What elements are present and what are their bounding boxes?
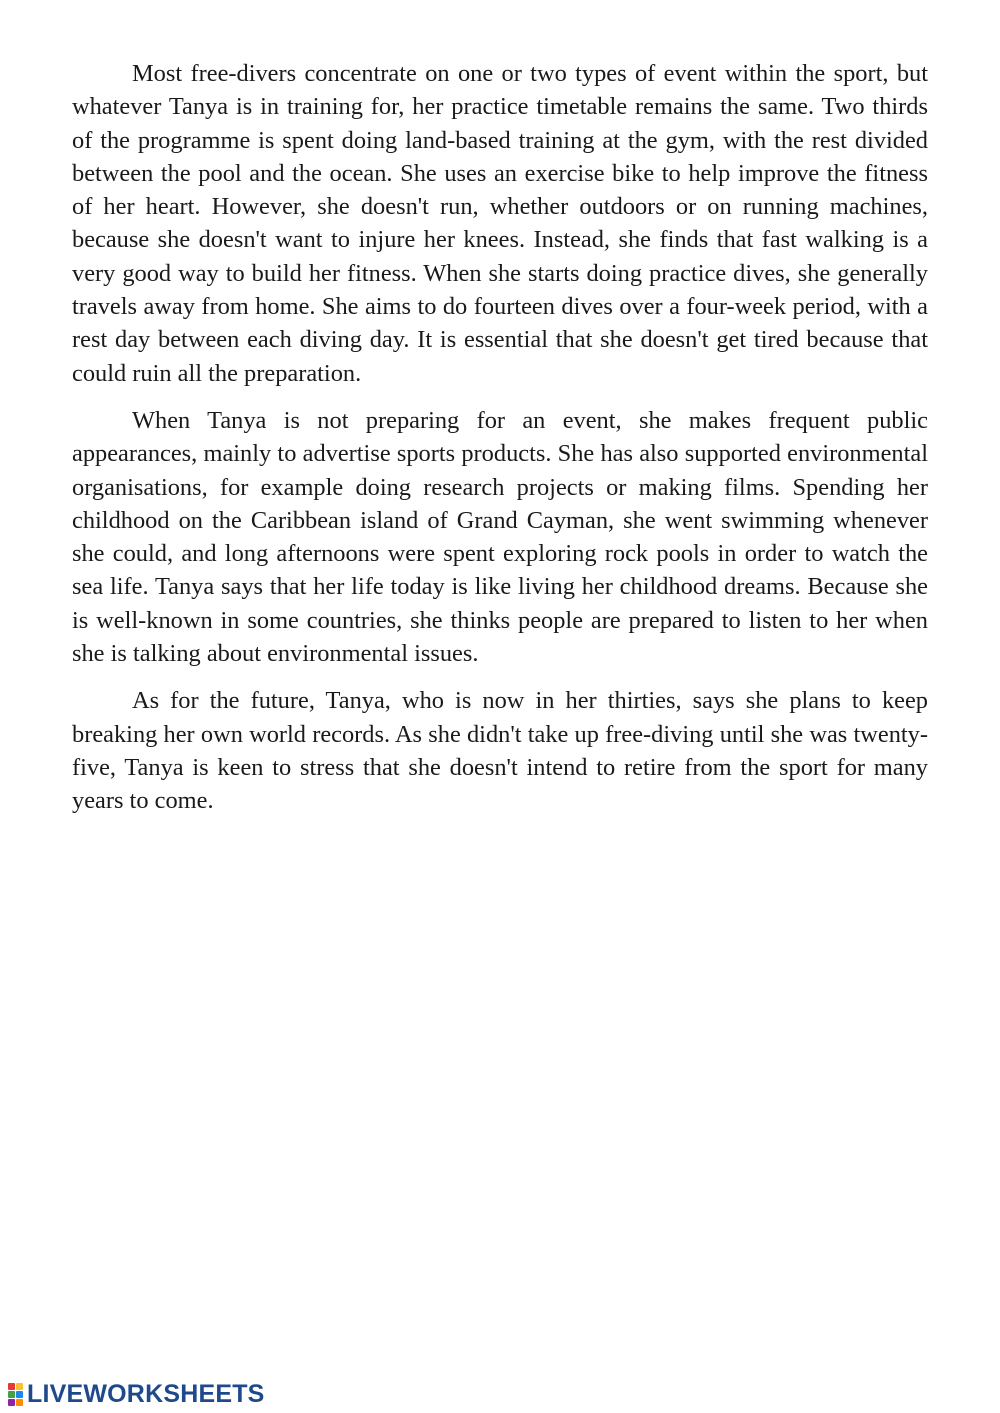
- logo-square: [8, 1399, 15, 1406]
- logo-square: [16, 1399, 23, 1406]
- liveworksheets-logo: [8, 1380, 265, 1408]
- logo-square: [16, 1391, 23, 1398]
- logo-square: [8, 1383, 15, 1390]
- paragraph-training: Most free-divers concentrate on one or two types of event within the sport, but whatever Tanya is in training for, her practice timetable remains the same. Two thirds of the programme is spent doing land-based training at the gym, with the rest divided between the pool and the ocean. She uses an exercise bike to help improve the fitness of her heart. However, she doesn't run, whether outdoors or on running machines, because she doesn't want to injure her knees. Instead, she finds that fast walking is a very good way to build her fitness. When she starts doing practice dives, she generally travels away from home. She aims to do fourteen dives over a four-week period, with a rest day between each diving day. It is essential that she doesn't get tired because that could ruin all the preparation.: [72, 60, 928, 387]
- document-body: [72, 57, 928, 832]
- paragraph-future: As for the future, Tanya, who is now in her thirties, says she plans to keep breaking her own world records. As she didn't take up free-diving until she was twenty-five, Tanya is keen to stress that she doesn't intend to retire from the sport for many years to come.: [72, 687, 928, 815]
- paragraph-public-life: When Tanya is not preparing for an event, she makes frequent public appearances, mainly to advertise sports products. She has also supported environmental organisations, for example doing research projects or making films. Spending her childhood on the Caribbean island of Grand Cayman, she went swimming whenever she could, and long afternoons were spent exploring rock pools in order to watch the sea life. Tanya says that her life today is like living her childhood dreams. Because she is well-known in some countries, she thinks people are prepared to listen to her when she is talking about environmental issues.: [72, 406, 928, 668]
- logo-square: [8, 1391, 15, 1398]
- liveworksheets-logo-icon: [8, 1383, 23, 1406]
- logo-square: [16, 1383, 23, 1390]
- brand-name: LIVEWORKSHEETS: [27, 1380, 265, 1408]
